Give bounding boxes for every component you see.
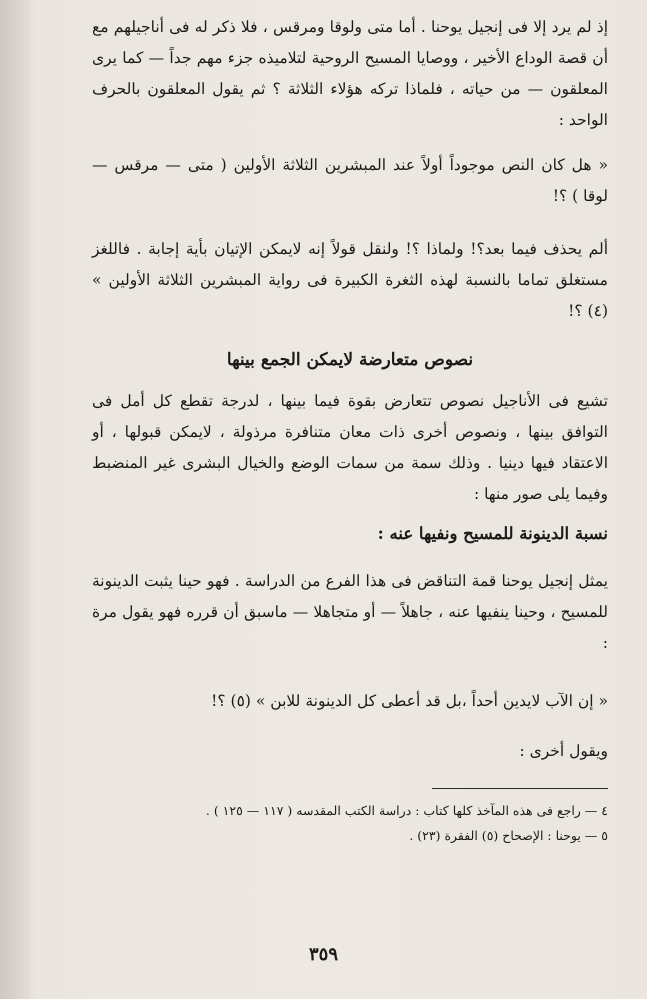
footnotes <box>92 798 608 848</box>
footnote-5: ٥ — يوحنا : الإصحاح (٥) الفقرة (٢٣) . <box>409 828 608 843</box>
footnote-rule <box>432 788 608 789</box>
section-block <box>92 386 608 510</box>
quote-1: « هل كان النص موجوداً أولاً عند المبشرين الثلاثة الأولين ( متى — مرقس — لوقا ) ؟! <box>92 156 608 205</box>
sub-block <box>92 566 608 659</box>
closing-block <box>92 736 608 767</box>
quote-block-2 <box>92 234 608 327</box>
closing-line: ويقول أخرى : <box>519 742 608 760</box>
footnote-4: ٤ — راجع فى هذه المآخذ كلها كتاب : دراسة الكتب المقدسه ( ١١٧ — ١٢٥ ) . <box>205 803 608 818</box>
page-gutter <box>0 0 30 999</box>
subheading: نسبة الدينونة للمسيح ونفيها عنه : <box>377 524 608 543</box>
intro-paragraph: إذ لم يرد إلا فى إنجيل يوحنا . أما متى ولوقا ومرقس ، فلا ذكر له فى أناجيلهم مع أن قصة الوداع الأخير ، ووصايا المسيح الروحية لتلاميذه جزء مهم جداً — كما يرى المعلقون — من حياته ، فلماذا تركه هؤلاء الثلاثة ؟ ثم يقول المعلقون بالحرف الواحد : <box>92 18 608 129</box>
intro-block <box>92 12 608 136</box>
quote-block-1 <box>92 150 608 212</box>
section-paragraph: تشيع فى الأناجيل نصوص تتعارض بقوة فيما بينها ، لدرجة تقطع كل أمل فى التوافق بينها ، ونصوص أخرى ذات معان متنافرة مرذولة ، لايمكن قبولها ، أو الاعتقاد فيها دينيا . وذلك سمة من سمات الوضع والخيال البشرى غير المنضبط وفيما يلى صور منها : <box>92 392 608 503</box>
page-number: ٣٥٩ <box>308 944 338 965</box>
quote-block-3 <box>92 686 608 717</box>
sub-paragraph: يمثل إنجيل يوحنا قمة التناقض فى هذا الفرع من الدراسة . فهو حينا يثبت الدينونة للمسيح ، وحينا ينفيها عنه ، جاهلاً — أو متجاهلا — ماسبق أن قرره فهو يقول مرة : <box>92 572 608 652</box>
quote-2: ألم يحذف فيما بعد؟! ولماذا ؟! ولنقل قولاً إنه لايمكن الإتيان بأية إجابة . فاللغز مستغلق تماما بالنسبة لهذه الثغرة الكبيرة فى رواية المبشرين الثلاثة الأولين » (٤) ؟! <box>92 240 608 320</box>
quote-3: « إن الآب لايدين أحداً ،بل قد أعطى كل الدينونة للابن » (٥) ؟! <box>211 692 608 710</box>
section-heading: نصوص متعارضة لايمكن الجمع بينها <box>226 350 474 370</box>
